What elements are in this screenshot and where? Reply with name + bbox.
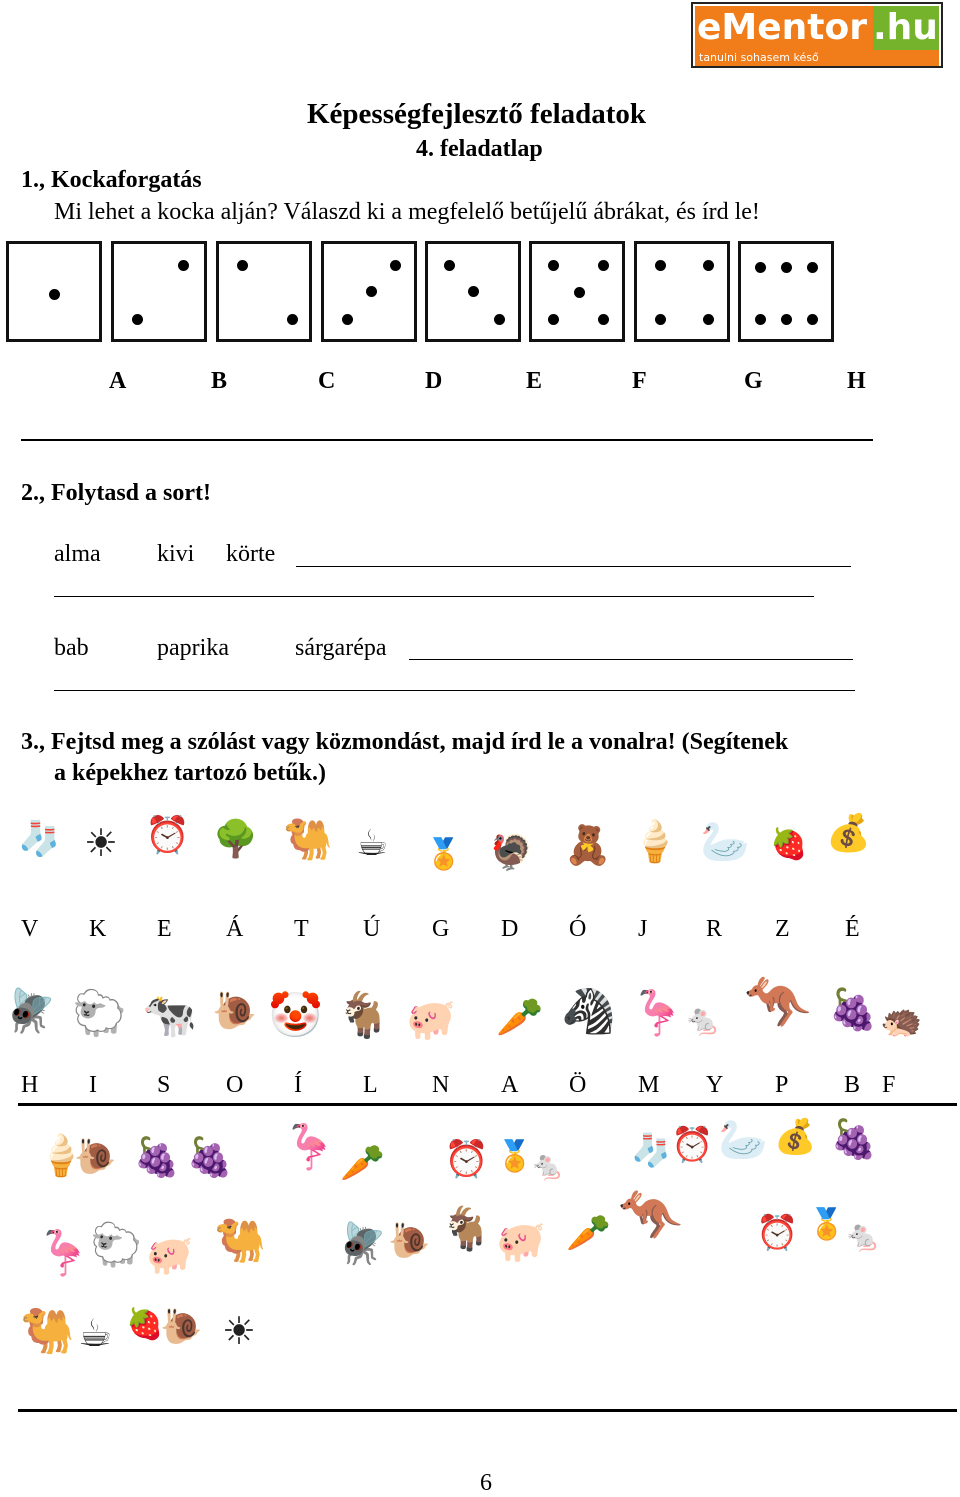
answer-line-row2-cont[interactable] [54, 690, 855, 691]
goat-icon: 🐐 [336, 990, 391, 1041]
cow-icon: 🐄 [142, 990, 197, 1041]
key-divider-line [18, 1103, 957, 1106]
dice-dot [548, 314, 559, 325]
logo-tagline: tanulni sohasem késő [695, 50, 939, 66]
dice-dot [49, 289, 60, 300]
sock-icon: 🧦 [18, 819, 61, 859]
dice-d [321, 241, 417, 342]
snail-icon: 🐌 [160, 1307, 203, 1347]
grapes-icon: 🍇 [133, 1135, 181, 1179]
mug-icon: ☕ [78, 1311, 113, 1355]
mouse-icon: 🐁 [530, 1149, 565, 1182]
key-letter: A [501, 1072, 519, 1098]
medal-icon: 🏅 [496, 1139, 534, 1174]
teddy-bear-icon: 🧸 [564, 823, 612, 867]
answer-line-row1[interactable] [296, 566, 851, 567]
dice-dot [703, 260, 714, 271]
mouse-icon: 🐁 [684, 1003, 722, 1038]
mug-icon: ☕ [356, 823, 389, 864]
fly-icon: 🪰 [4, 986, 57, 1035]
word-alma: alma [54, 541, 101, 567]
strawberry-icon: 🍓 [770, 827, 808, 862]
carrot-icon: 🥕 [340, 1143, 385, 1184]
dice-label: F [632, 368, 647, 394]
snail-icon: 🐌 [388, 1221, 431, 1261]
goose-icon: 🦢 [718, 1117, 768, 1163]
dice-label: A [109, 368, 127, 394]
sun-icon: ☀ [222, 1309, 257, 1353]
pig-icon: 🐖 [146, 1233, 194, 1277]
goose-icon: 🦢 [700, 819, 750, 865]
task1-instruction: Mi lehet a kocka alján? Válaszd ki a megfelelő betűjelű ábrákat, és írd le! [54, 199, 760, 225]
dice-e [425, 241, 521, 342]
dice-dot [237, 260, 248, 271]
key-letter: L [363, 1072, 378, 1098]
stork-icon: 🦩 [630, 988, 685, 1039]
dice-dot [366, 286, 377, 297]
dice-dot [178, 260, 189, 271]
camel-icon: 🐫 [20, 1306, 75, 1357]
dice-dot [781, 262, 792, 273]
answer-line-row2[interactable] [409, 659, 853, 660]
hedgehog-icon: 🦔 [880, 1001, 923, 1041]
dice-dot [781, 314, 792, 325]
camel-icon: 🐫 [283, 817, 333, 863]
key-letter: H [21, 1072, 39, 1098]
carrot-icon: 🥕 [496, 995, 544, 1039]
task3-heading-line1: 3., Fejtsd meg a szólást vagy közmondást, majd írd le a vonalra! (Segítenek [21, 729, 789, 755]
sheep-icon: 🐑 [72, 988, 127, 1039]
grapes-icon: 🍇 [830, 1117, 878, 1161]
task3-heading-line2: a képekhez tartozó betűk.) [54, 760, 326, 786]
dice-dot [598, 314, 609, 325]
dice-label: G [744, 368, 763, 394]
snail-icon: 🐌 [74, 1137, 117, 1177]
key-letter: Z [775, 916, 790, 942]
alarm-clock-icon: ⏰ [145, 815, 190, 856]
dice-label: B [211, 368, 228, 394]
tree-icon: 🌳 [213, 819, 258, 860]
key-letter: K [89, 916, 107, 942]
sack-icon: 💰 [774, 1117, 817, 1157]
sun-icon: ☀ [84, 821, 119, 865]
key-letter: Ó [569, 916, 587, 942]
key-letter: R [706, 916, 723, 942]
key-letter: Ö [569, 1072, 587, 1098]
task1-heading: 1., Kockaforgatás [21, 167, 202, 193]
dice-dot [494, 314, 505, 325]
key-letter: B [844, 1072, 861, 1098]
dice-dot [390, 260, 401, 271]
key-letter: N [432, 1072, 450, 1098]
dice-dot [132, 314, 143, 325]
answer-line-row1-cont[interactable] [54, 596, 814, 597]
alarm-clock-icon: ⏰ [756, 1213, 799, 1253]
key-letter: M [638, 1072, 660, 1098]
dice-dot [287, 314, 298, 325]
mouse-icon: 🐁 [844, 1219, 882, 1254]
snail-icon: 🐌 [212, 991, 257, 1032]
dice-dot [598, 260, 609, 271]
ementor-logo[interactable] [691, 2, 943, 68]
word-korte: körte [226, 541, 276, 567]
dice-f [529, 241, 625, 342]
fly-icon: 🪰 [337, 1221, 387, 1267]
alarm-clock-icon: ⏰ [444, 1139, 489, 1180]
grapes-icon: 🍇 [828, 987, 878, 1033]
page-title: Képességfejlesztő feladatok [307, 98, 647, 130]
dice-dot [703, 314, 714, 325]
pig-icon: 🐖 [496, 1219, 546, 1265]
dice-dot [755, 314, 766, 325]
ice-cream-icon: 🍦 [36, 1133, 86, 1179]
answer-line-task3[interactable] [18, 1409, 957, 1412]
key-letter: V [21, 916, 39, 942]
dice-dot [342, 314, 353, 325]
sheep-icon: 🐑 [90, 1220, 143, 1269]
alarm-clock-icon: ⏰ [671, 1125, 714, 1165]
key-letter: Á [226, 916, 244, 942]
key-letter: Í [294, 1072, 302, 1098]
stork-icon: 🦩 [36, 1228, 91, 1279]
dice-dot [444, 260, 455, 271]
stork-icon: 🦩 [282, 1122, 337, 1173]
medal-icon: 🏅 [808, 1207, 846, 1242]
word-bab: bab [54, 635, 89, 661]
word-sargarepa: sárgarépa [295, 635, 387, 661]
dice-label: D [425, 368, 443, 394]
sack-icon: 💰 [826, 813, 871, 854]
dice-h [738, 241, 834, 342]
carrot-icon: 🥕 [566, 1213, 611, 1254]
medal-icon: 🏅 [425, 837, 463, 872]
dice-dot [655, 314, 666, 325]
sock-icon: 🧦 [631, 1131, 671, 1169]
kangaroo-icon: 🦘 [618, 1186, 683, 1246]
key-letter: O [226, 1072, 244, 1098]
strawberry-icon: 🍓 [126, 1307, 164, 1342]
dice-dot [755, 262, 766, 273]
page-number: 6 [480, 1470, 492, 1496]
page-subtitle: 4. feladatlap [416, 136, 543, 162]
clown-icon: 🤡 [268, 990, 323, 1041]
dice-a [6, 241, 102, 342]
dice-dot [468, 286, 479, 297]
key-letter: D [501, 916, 519, 942]
dice-label: C [318, 368, 336, 394]
dice-g [634, 241, 730, 342]
dice-dot [548, 260, 559, 271]
zebra-icon: 🦓 [561, 986, 616, 1037]
dice-dot [574, 287, 585, 298]
key-letter: J [638, 916, 648, 942]
camel-icon: 🐫 [214, 1216, 267, 1265]
task2-heading: 2., Folytasd a sort! [21, 480, 211, 506]
grapes-icon: 🍇 [186, 1135, 234, 1179]
dice-b [111, 241, 207, 342]
key-letter: T [294, 916, 309, 942]
logo-tld: .hu [873, 7, 938, 48]
dice-dot [807, 314, 818, 325]
dice-c [216, 241, 312, 342]
key-letter: E [157, 916, 172, 942]
key-letter: F [882, 1072, 896, 1098]
key-letter: I [89, 1072, 97, 1098]
dice-label: H [847, 368, 866, 394]
kangaroo-icon: 🦘 [744, 971, 812, 1034]
key-letter: P [775, 1072, 789, 1098]
dice-dot [807, 262, 818, 273]
goat-icon: 🐐 [440, 1204, 493, 1253]
turkey-icon: 🦃 [490, 833, 533, 873]
word-paprika: paprika [157, 635, 229, 661]
key-letter: Y [706, 1072, 724, 1098]
dice-label: E [526, 368, 543, 394]
pig-icon: 🐖 [406, 997, 456, 1043]
dice-dot [655, 260, 666, 271]
key-letter: G [432, 916, 450, 942]
ice-cream-icon: 🍦 [630, 819, 680, 865]
key-letter: É [845, 916, 860, 942]
key-letter: S [157, 1072, 171, 1098]
answer-line-task1[interactable] [21, 439, 873, 441]
word-kivi: kivi [157, 541, 195, 567]
key-letter: Ú [363, 916, 381, 942]
logo-brand: eMentor [695, 6, 875, 50]
